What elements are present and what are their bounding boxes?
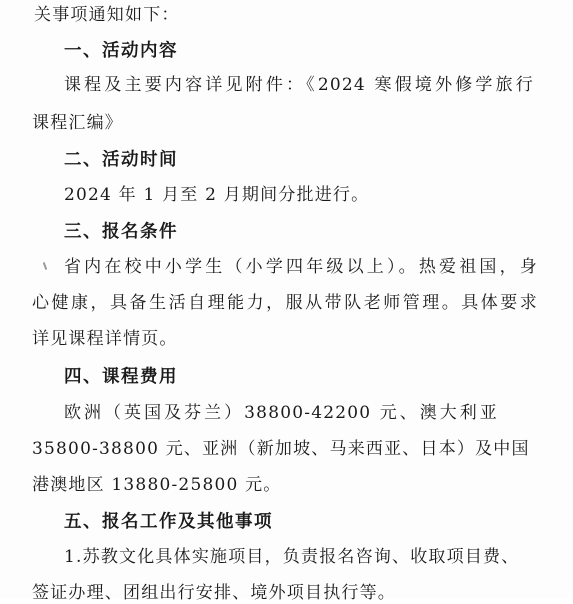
section-1-heading: 一、活动内容 <box>64 41 178 61</box>
section-3-line-2: 心健康，具备生活自理能力，服从带队老师管理。具体要求 <box>32 293 538 313</box>
section-4-line-3: 港澳地区 13880-25800 元。 <box>32 475 282 495</box>
section-2-heading: 二、活动时间 <box>64 150 178 170</box>
section-2-line-1: 2024 年 1 月至 2 月期间分批进行。 <box>64 185 370 205</box>
section-5-line-1: 1.苏教文化具体实施项目，负责报名咨询、收取项目费、 <box>64 547 520 567</box>
section-4-line-1: 欧洲（英国及芬兰）38800-42200 元、澳大利亚 <box>64 403 498 423</box>
section-5-line-2: 签证办理、团组出行安排、境外项目执行等。 <box>32 583 396 603</box>
section-5-heading: 五、报名工作及其他事项 <box>64 512 273 532</box>
section-3-line-1: 省内在校中小学生（小学四年级以上）。热爱祖国，身 <box>64 257 538 277</box>
section-1-line-2: 课程汇编》 <box>32 113 123 133</box>
section-4-heading: 四、课程费用 <box>64 367 178 387</box>
section-3-heading: 三、报名条件 <box>64 222 178 242</box>
section-3-line-3: 详见课程详情页。 <box>32 329 178 349</box>
section-1-line-1: 课程及主要内容详见附件：《2024 寒假境外修学旅行 <box>64 75 534 95</box>
section-4-line-2: 35800-38800 元、亚洲（新加坡、马来西亚、日本）及中国 <box>32 439 530 459</box>
intro-text: 关事项通知如下： <box>34 5 180 25</box>
scan-mark <box>43 262 48 270</box>
